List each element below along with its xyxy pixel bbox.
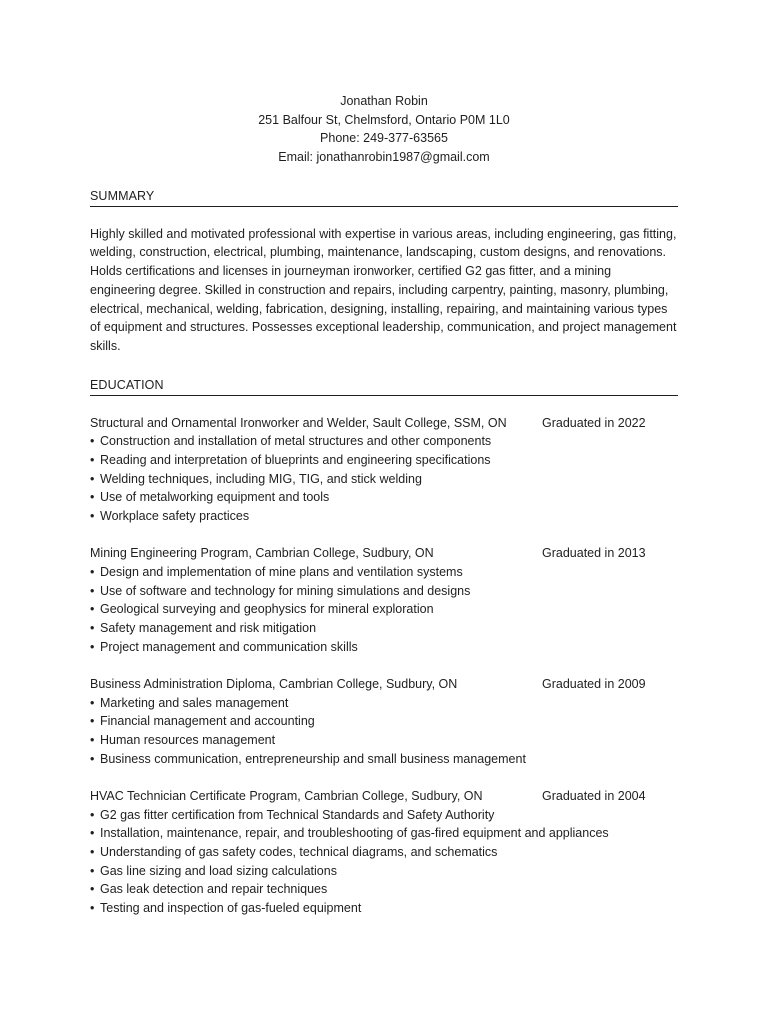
graduation-year: Graduated in 2004 (542, 788, 646, 803)
bullet-text: Gas line sizing and load sizing calculations (100, 863, 337, 878)
bullet-text: Workplace safety practices (100, 509, 250, 524)
program-bullet-item (90, 488, 678, 507)
summary-heading: SUMMARY (90, 187, 678, 207)
bullet-text: Welding techniques, including MIG, TIG, and stick welding (100, 471, 422, 486)
bullet-text: Construction and installation of metal structures and other components (100, 434, 492, 449)
resume-document (90, 92, 678, 936)
applicant-email: Email: jonathanrobin1987@gmail.com (278, 150, 490, 165)
bullet-text: Geological surveying and geophysics for mineral exploration (100, 602, 434, 617)
program-bullet-item (90, 862, 678, 881)
program-title: HVAC Technician Certificate Program, Cambrian College, Sudbury, ON (90, 788, 483, 803)
bullet-text: Financial management and accounting (100, 714, 315, 729)
bullet-icon: • (90, 434, 95, 449)
bullet-icon: • (90, 807, 95, 822)
bullet-icon: • (90, 639, 95, 654)
bullet-text: Project management and communication skills (100, 639, 358, 654)
education-entry (90, 414, 678, 526)
program-bullet-item (90, 899, 678, 918)
program-bullet-item (90, 694, 678, 713)
bullet-text: Testing and inspection of gas-fueled equipment (100, 900, 362, 915)
bullet-icon: • (90, 714, 95, 729)
bullet-icon: • (90, 695, 95, 710)
bullet-icon: • (90, 490, 95, 505)
bullet-icon: • (90, 826, 95, 841)
program-bullet-item (90, 806, 678, 825)
education-entry-header (90, 414, 678, 433)
program-title: Mining Engineering Program, Cambrian College, Sudbury, ON (90, 546, 434, 561)
program-title: Business Administration Diploma, Cambrian College, Sudbury, ON (90, 676, 458, 691)
program-bullet-item (90, 600, 678, 619)
program-bullet-item (90, 451, 678, 470)
education-heading: EDUCATION (90, 376, 678, 396)
program-bullet-item (90, 432, 678, 451)
program-bullet-item (90, 507, 678, 526)
bullet-text: Installation, maintenance, repair, and troubleshooting of gas-fired equipment and appliances (100, 826, 609, 841)
bullet-text: Reading and interpretation of blueprints and engineering specifications (100, 453, 491, 468)
bullet-icon: • (90, 844, 95, 859)
graduation-year: Graduated in 2009 (542, 676, 646, 691)
bullet-text: Business communication, entrepreneurship and small business management (100, 751, 526, 766)
program-bullet-item (90, 582, 678, 601)
bullet-icon: • (90, 882, 95, 897)
contact-header (90, 92, 678, 167)
bullet-text: Gas leak detection and repair techniques (100, 882, 328, 897)
bullet-icon: • (90, 732, 95, 747)
program-bullet-item (90, 880, 678, 899)
program-bullet-item (90, 470, 678, 489)
bullet-icon: • (90, 453, 95, 468)
graduation-year: Graduated in 2022 (542, 415, 646, 430)
education-entry-header (90, 544, 678, 563)
bullet-icon: • (90, 621, 95, 636)
program-bullet-list (90, 694, 678, 769)
bullet-icon: • (90, 583, 95, 598)
bullet-text: Safety management and risk mitigation (100, 621, 317, 636)
bullet-text: Understanding of gas safety codes, technical diagrams, and schematics (100, 844, 498, 859)
education-entry (90, 544, 678, 656)
bullet-icon: • (90, 602, 95, 617)
applicant-phone: Phone: 249-377-63565 (320, 131, 448, 146)
bullet-text: Marketing and sales management (100, 695, 289, 710)
program-bullet-list (90, 806, 678, 918)
program-bullet-list (90, 563, 678, 656)
education-entry-header (90, 675, 678, 694)
program-bullet-item (90, 824, 678, 843)
bullet-icon: • (90, 471, 95, 486)
program-bullet-item (90, 750, 678, 769)
bullet-text: Human resources management (100, 732, 276, 747)
bullet-text: Use of metalworking equipment and tools (100, 490, 330, 505)
education-entry (90, 675, 678, 768)
bullet-icon: • (90, 863, 95, 878)
program-bullet-item (90, 843, 678, 862)
program-bullet-item (90, 563, 678, 582)
bullet-icon: • (90, 509, 95, 524)
program-title: Structural and Ornamental Ironworker and Welder, Sault College, SSM, ON (90, 415, 507, 430)
program-bullet-item (90, 712, 678, 731)
bullet-text: G2 gas fitter certification from Technical Standards and Safety Authority (100, 807, 495, 822)
education-list (90, 414, 678, 918)
program-bullet-item (90, 731, 678, 750)
summary-paragraph: Highly skilled and motivated professional with expertise in various areas, including engineering, gas fitting, welding, construction, electrical, plumbing, maintenance, landscaping, custom designs, and renovations. Holds certifications and licenses in journeyman ironworker, certified G2 gas fitter, and a mining engineering degree. Skilled in construction and repairs, including carpentry, painting, masonry, plumbing, electrical, mechanical, welding, fabrication, designing, installing, repairing, and maintaining various types of equipment and structures. Possesses exceptional leadership, communication, and project management skills. (90, 226, 677, 353)
program-bullet-item (90, 619, 678, 638)
education-entry-header (90, 787, 678, 806)
applicant-name: Jonathan Robin (340, 94, 428, 108)
bullet-text: Design and implementation of mine plans and ventilation systems (100, 564, 463, 579)
bullet-text: Use of software and technology for mining simulations and designs (100, 583, 471, 598)
applicant-address: 251 Balfour St, Chelmsford, Ontario P0M 1L0 (258, 112, 510, 127)
bullet-icon: • (90, 564, 95, 579)
program-bullet-list (90, 432, 678, 525)
program-bullet-item (90, 638, 678, 657)
bullet-icon: • (90, 900, 95, 915)
education-entry (90, 787, 678, 918)
graduation-year: Graduated in 2013 (542, 546, 646, 561)
bullet-icon: • (90, 751, 95, 766)
